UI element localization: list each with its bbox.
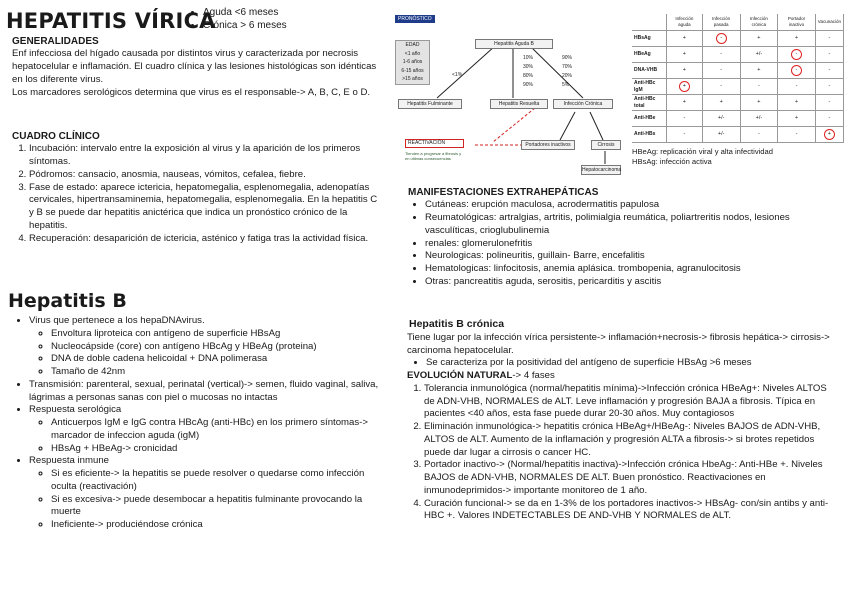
table-row xyxy=(632,47,844,63)
table-cell xyxy=(778,95,816,111)
list-item: • Aguda <6 meses xyxy=(203,6,287,19)
list-item: • Hematologicas: linfocitosis, anemia aplásica. trombopenia, agranulocitosis xyxy=(425,263,838,276)
list-item: • Transmisión: parenteral, sexual, perinatal (vertical)-> semen, fluido vaginal, saliva, lágrimas a personas sanas con piel o mucosas no intactas xyxy=(29,379,390,405)
table-cell xyxy=(740,79,778,95)
cell-value: + xyxy=(682,66,686,73)
table-row-label: HBsAg xyxy=(632,31,667,47)
portadores-box: Portadores inactivos xyxy=(521,140,575,150)
cell-value: + xyxy=(682,34,686,41)
root-box: Hepatitis Aguda B xyxy=(475,39,553,49)
resuelta-box: Hepatitis Resuelta xyxy=(490,99,548,109)
table-cell xyxy=(778,111,816,127)
list-item: 4. Curación funcional-> se da en 1-3% de los portadores inactivos-> HBsAg- con/sin antibs y anti-HBC +. Valores INDETECTABLES DE AND-VHB Y NORMALES de ALT. xyxy=(424,498,839,524)
table-row xyxy=(632,63,844,79)
serology-table-wrap xyxy=(632,14,844,167)
pct-label: 30% xyxy=(523,64,534,70)
table-cell xyxy=(815,127,843,143)
cell-value: - xyxy=(720,66,723,73)
list-item: • Otras: pancreatitis aguda, serositis, pericarditis y ascitis xyxy=(425,276,838,289)
pct-left: <1% xyxy=(452,72,463,78)
extrahepaticas-section xyxy=(408,186,838,289)
list-item: ◦ Tamaño de 42nm xyxy=(51,366,390,379)
pct-column-2 xyxy=(562,54,572,90)
list-item: ◦ Envoltura liproteica con antígeno de superficie HBsAg xyxy=(51,328,390,341)
reactivacion-box: REACTIVACIÓN xyxy=(405,139,464,148)
sublist xyxy=(29,328,390,379)
reactivacion-note: Tienden a progresar a fibrosis y en últimas consecuencias xyxy=(405,151,462,161)
table-cell xyxy=(667,127,703,143)
cell-value: - xyxy=(720,82,723,89)
cell-value: - xyxy=(716,33,727,44)
cell-value: + xyxy=(757,34,761,41)
list-item: 3. Portador inactivo-> (Normal/hepatitis inactiva)->Infección crónica HbeAg-: Anti-HBe +. Niveles BAJOS de ADN-VHB, NORMALES DE ALT. Buen pronóstico. Reactivaciones en inmunodeprimidos-> importante monitoreo de 1 año. xyxy=(424,459,839,497)
table-cell xyxy=(740,63,778,79)
list-item-text: Respuesta inmune xyxy=(29,455,109,467)
table-cell xyxy=(702,63,740,79)
table-header-row xyxy=(632,14,844,31)
table-cell xyxy=(667,63,703,79)
table-note: HBeAg: replicación viral y alta infectividad xyxy=(632,147,773,156)
sublist xyxy=(29,468,390,532)
cell-value: - xyxy=(795,130,798,137)
cell-value: + xyxy=(757,98,761,105)
edad-label: EDAD xyxy=(405,42,420,48)
table-row-label: Anti-HBc IgM xyxy=(632,79,667,95)
table-cell xyxy=(667,79,703,95)
table-row xyxy=(632,95,844,111)
list-item: ◦ HBsAg + HBeAg-> cronicidad xyxy=(51,443,390,456)
cirrosis-box: Cirrosis xyxy=(591,140,621,150)
paragraph: Enf infecciosa del hígado causada por distintos virus y caracterizada por necrosis hepatocelular e inflamación. El cuadro clínica y las lesiones histológicas son idénticas en los diferente virus. xyxy=(12,48,377,85)
hepatitis-b-section xyxy=(12,315,390,532)
cell-value: + xyxy=(682,98,686,105)
list-item: • renales: glomerulonefritis xyxy=(425,238,838,251)
list-item xyxy=(29,455,390,532)
section-heading: Hepatitis B crónica xyxy=(409,318,505,330)
cell-value: + xyxy=(794,114,799,121)
pct-label: 70% xyxy=(562,64,573,70)
list-item-text: Respuesta serológica xyxy=(29,404,122,416)
evolucion-heading xyxy=(407,370,839,383)
cuadro-clinico-section xyxy=(12,130,384,245)
cell-value: - xyxy=(791,49,802,60)
edad-label: >15 años xyxy=(402,76,423,82)
list-item: ◦ Nucleocápside (core) con antígeno HBcAg y HBeAg (proteina) xyxy=(51,341,390,354)
table-cell xyxy=(815,111,843,127)
list-item xyxy=(29,404,390,455)
evolucion-label: EVOLUCIÓN NATURAL xyxy=(407,370,513,382)
table-header: Vacunación xyxy=(815,14,843,31)
cell-value: +/- xyxy=(717,114,725,121)
pct-column-1 xyxy=(523,54,533,90)
table-header: Portador inactivo xyxy=(778,14,816,31)
table-cell xyxy=(667,31,703,47)
extra-list xyxy=(408,199,838,288)
pct-label: 90% xyxy=(562,55,573,61)
pronostico-tag: PRONÓSTICO xyxy=(395,15,435,23)
list-item: 2. Pódromos: cansacio, anosmia, nauseas, vómitos, cefalea, fiebre. xyxy=(29,169,384,182)
table-header: Infección pasada xyxy=(702,14,740,31)
cell-value: +/- xyxy=(717,130,725,137)
cell-value: - xyxy=(828,114,831,121)
fulminante-box: Hepatitis Fulminante xyxy=(398,99,462,109)
table-corner xyxy=(632,14,667,31)
table-cell xyxy=(815,31,843,47)
hepb-cronica-section xyxy=(407,318,839,523)
edad-label: 1-6 años xyxy=(402,59,423,65)
list-item: 4. Recuperación: desaparición de ictericia, asténico y fatiga tras la actividad física. xyxy=(29,233,384,246)
cell-value: + xyxy=(679,81,690,92)
cuadro-list xyxy=(12,143,384,245)
hepb-list xyxy=(12,315,390,532)
table-cell xyxy=(815,47,843,63)
table-header: Infección aguda xyxy=(667,14,703,31)
table-cell xyxy=(778,47,816,63)
list-item: • Reumatológicas: artralgias, artritis, polimialgia reumática, poliartreritis nodos, lesiones vasculíticas, crioglubulinemia xyxy=(425,212,838,238)
table-cell xyxy=(702,111,740,127)
table-cell xyxy=(815,95,843,111)
table-cell xyxy=(702,127,740,143)
list-item xyxy=(29,315,390,379)
evolucion-suffix: -> 4 fases xyxy=(512,370,555,382)
pct-label: 80% xyxy=(523,73,534,79)
list-item-text: Virus que pertenece a los hepaDNAvirus. xyxy=(29,315,205,326)
cell-value: - xyxy=(828,98,831,105)
table-cell xyxy=(667,47,703,63)
table-body xyxy=(632,31,844,143)
table-cell xyxy=(740,95,778,111)
hepatitis-b-title: Hepatitis B xyxy=(8,290,127,312)
list-item: ◦ Si es excesiva-> puede desembocar a hepatitis fulminante provocando la muerte xyxy=(51,494,390,520)
cell-value: + xyxy=(794,98,799,105)
list-item: • Neurologicas: polineuritis, guillain- Barre, encefalitis xyxy=(425,250,838,263)
table-cell xyxy=(702,31,740,47)
list-item: ◦ DNA de doble cadena helicoidal + DNA polimerasa xyxy=(51,353,390,366)
table-note: HBsAg: infección activa xyxy=(632,157,712,166)
list-item: 1. Incubación: intervalo entre la exposición al virus y la aparición de los primeros síntomas. xyxy=(29,143,384,169)
list-item: 1. Tolerancia inmunológica (normal/hepatitis mínima)->Infección crónica HBeAg+: Niveles ALTOS de ADN-VHB, NORMALES de ALT. Leve inflamación y progresión BAJA a fibrosis. Típica en pacientes <40 años, esta fase puede durar 20-30 años. Muy contagiosos xyxy=(424,383,839,421)
cell-value: - xyxy=(828,34,831,41)
cell-value: +/- xyxy=(755,114,763,121)
cell-value: - xyxy=(757,130,760,137)
list-item: 3. Fase de estado: aparece ictericia, hepatomegalia, esplenomegalia, adenopatías cervicales, hipertransaminemia, hepatomegalia, esplenomegalia. En la hepatitis C y B se puede dar hepatitis anictérica que indica un pronóstico crónico de la hepatitis. xyxy=(29,182,384,233)
cell-value: + xyxy=(757,66,761,73)
table-row-label: HBeAg xyxy=(632,47,667,63)
table-row xyxy=(632,31,844,47)
table-cell xyxy=(778,63,816,79)
list-item: ◦ Si es eficiente-> la hepatitis se puede resolver o quedarse como infección oculta (reactivación) xyxy=(51,468,390,494)
edad-box xyxy=(395,40,430,85)
cell-value: - xyxy=(720,50,723,57)
sublist xyxy=(29,417,390,455)
pct-label: 20% xyxy=(562,73,573,79)
cell-value: + xyxy=(719,98,723,105)
table-row-label: Anti-HBe xyxy=(632,111,667,127)
cell-value: - xyxy=(828,50,831,57)
cell-value: +/- xyxy=(755,50,763,57)
table-cell xyxy=(778,79,816,95)
title-bullets xyxy=(186,6,287,32)
table-cell xyxy=(667,95,703,111)
edad-label: 6-15 años xyxy=(401,67,424,74)
section-heading: MANIFESTACIONES EXTRAHEPÁTICAS xyxy=(408,187,599,198)
table-cell xyxy=(740,47,778,63)
pronostico-diagram xyxy=(395,14,620,179)
list-item: ◦ Ineficiente-> produciéndose crónica xyxy=(51,519,390,532)
edad-label: <1 año xyxy=(404,50,421,57)
pct-label: 90% xyxy=(523,82,534,88)
table-row xyxy=(632,111,844,127)
table-cell xyxy=(740,127,778,143)
paragraph: Los marcadores serológicos determina que virus es el responsable-> A, B, C, E o D. xyxy=(12,86,371,98)
table-cell xyxy=(815,63,843,79)
table-cell xyxy=(815,79,843,95)
table-cell xyxy=(702,95,740,111)
table-cell xyxy=(702,79,740,95)
cell-value: + xyxy=(794,34,799,41)
cell-value: - xyxy=(828,82,831,89)
cell-value: - xyxy=(828,66,831,73)
list-item: 2. Eliminación inmunológica-> hepatitis crónica HBeAg+/HBeAg-: Niveles BAJOS de ADN-VHB, ALTOS de ALT. Aumento de la inflamación y progresión ALTA a fibrosis-> si brotes repetidos puede dar lugar a cirrosis o cancer HC. xyxy=(424,421,839,459)
table-cell xyxy=(778,127,816,143)
section-heading: GENERALIDADES xyxy=(12,36,99,47)
table-row xyxy=(632,127,844,143)
table-header: Infección crónica xyxy=(740,14,778,31)
hepatocarcinoma-box: Hepatocarcinoma xyxy=(582,167,622,173)
cell-value: - xyxy=(683,130,686,137)
list-item: • Crónica > 6 meses xyxy=(203,19,287,32)
table-cell xyxy=(702,47,740,63)
serology-table xyxy=(632,14,844,143)
cell-value: - xyxy=(791,65,802,76)
cronica-box: Infección Crónica xyxy=(553,99,613,109)
paragraph: Tiene lugar por la infección vírica persistente-> inflamación+necrosis-> fibrosis hepática-> cirrosis-> carcinoma hepatocelular. xyxy=(407,331,830,356)
page-title: HEPATITIS VÍRICA xyxy=(6,9,216,33)
cell-value: - xyxy=(795,82,798,89)
table-row-label: DNA-VHB xyxy=(632,63,667,79)
list-item: • Cutáneas: erupción maculosa, acrodermatitis papulosa xyxy=(425,199,838,212)
table-row-label: Anti-HBs xyxy=(632,127,667,143)
fases-list xyxy=(407,383,839,523)
cell-value: + xyxy=(682,50,686,57)
table-row xyxy=(632,79,844,95)
cronica-bullets xyxy=(407,357,839,370)
section-heading: CUADRO CLÍNICO xyxy=(12,131,100,142)
table-row-label: Anti-HBc total xyxy=(632,95,667,111)
cell-value: - xyxy=(757,82,760,89)
cell-value: - xyxy=(683,114,686,121)
table-cell xyxy=(778,31,816,47)
list-item: ◦ Anticuerpos IgM e IgG contra HBcAg (anti-HBc) en los primero síntomas-> marcador de infeccion aguda (igM) xyxy=(51,417,390,443)
pct-label: 10% xyxy=(523,55,534,61)
table-cell xyxy=(740,111,778,127)
cell-value: + xyxy=(824,129,835,140)
table-cell xyxy=(667,111,703,127)
list-item: • Se caracteriza por la positividad del antígeno de superficie HBsAg >6 meses xyxy=(426,357,839,370)
pct-label: 5% xyxy=(562,82,570,88)
generalidades-section xyxy=(12,35,384,99)
table-cell xyxy=(740,31,778,47)
